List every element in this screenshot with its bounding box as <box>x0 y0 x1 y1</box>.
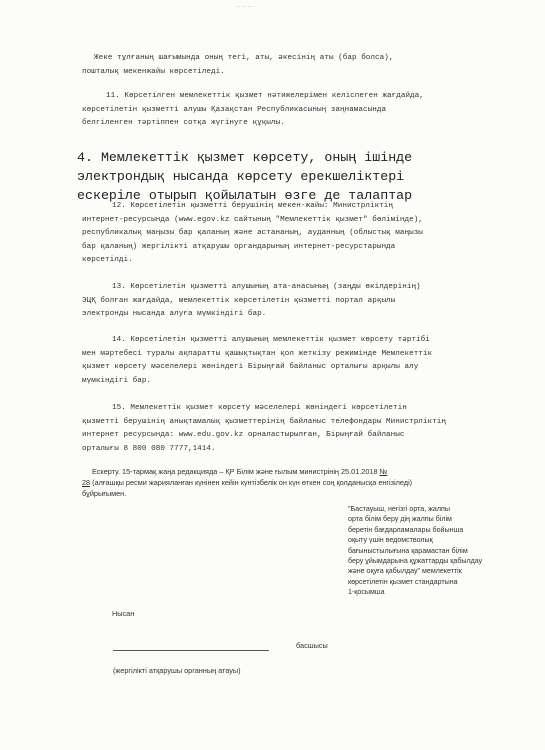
note-line <box>82 477 412 488</box>
annex-line: бағыныстылығына қарамастан білім <box>348 546 468 555</box>
text-line: мүмкіндігі бар. <box>82 376 152 385</box>
annex-line: беру ұйымдарына құжаттарды қабылдау <box>348 557 483 566</box>
head-label: басшысы <box>296 641 328 650</box>
amendment-note <box>82 466 413 500</box>
order-number-link[interactable]: № <box>379 467 388 476</box>
text-line: мен мәртебесі туралы ақпаратты қашықтықтан қол жеткізу режимінде Мемлекеттік <box>82 349 433 358</box>
form-label: Нысан <box>112 609 135 618</box>
text-line: 12. Көрсетілетін қызметті берушінің мекен-жайы: Министрліктің <box>112 202 394 210</box>
annex-caption <box>348 504 482 598</box>
paragraph-15 <box>82 402 446 456</box>
org-name-caption: (жергілікті атқарушы органның атауы) <box>113 666 241 675</box>
text-line: электронды нысанда алуға мүмкіндігі бар. <box>82 310 267 319</box>
annex-line: беретін бағдарламалары бойынша <box>348 525 464 534</box>
text-line: Жеке тұлғаның шағымында оның тегі, аты, әкесінің аты (бар болса), <box>94 54 394 62</box>
signature-line <box>113 650 269 651</box>
heading-line: ескеріле отырып қойылатын өзге де талаптар <box>77 188 413 203</box>
text-line: 14. Көрсетілетін қызметті алушының мемлекеттік қызмет көрсету тәртібі <box>112 336 430 344</box>
text-line: көрсетілетін қызметті алушы Қазақстан Республикасының заңнамасында <box>82 105 387 114</box>
note-text: (алғашқы ресми жарияланған күнінен кейін күнтізбелік он күн өткен соң қолданысқа енгізіледі) <box>90 478 413 488</box>
annex-line: және оқуға қабылдау" мемлекеттік <box>348 567 462 576</box>
text-line: ЭЦҚ болған жағдайда, мемлекеттік көрсетілетін қызметті портал арқылы <box>82 296 396 305</box>
annex-line: орта білім беру дің жалпы білім <box>348 515 452 524</box>
text-line: пошталық мекенжайы көрсетіледі. <box>82 67 225 76</box>
text-line: бар қаланың) жергілікті атқарушы органдарының интернет-ресурстарында <box>82 242 396 251</box>
text-line: интернет ресурсында: www.edu.gov.kz орналастырылған, Бірыңғай байланыс <box>82 431 405 440</box>
text-line: белгіленген тәртіппен сотқа жүгінуге құқылы. <box>82 119 285 128</box>
scan-mark: ·· ·· ·· · <box>236 4 255 10</box>
note-line <box>92 466 412 477</box>
heading-line: 4. Мемлекеттік қызмет көрсету, оның ішінде <box>77 150 413 165</box>
annex-line: "Бастауыш, негізгі орта, жалпы <box>348 505 450 513</box>
paragraph-12 <box>82 200 423 268</box>
note-line: бұйрығымен. <box>82 489 127 499</box>
text-line: республикалық маңызы бар қаланың және астананың, ауданның (облыстық маңызы <box>82 229 423 238</box>
text-line: 11. Көрсетілген мемлекеттік қызмет нәтижелерімен келіспеген жағдайда, <box>106 92 424 100</box>
text-line: 15. Мемлекеттік қызмет көрсету мәселелері жөніндегі көрсетілетін <box>112 404 407 412</box>
order-number-link[interactable]: 28 <box>82 478 91 488</box>
text-line: интернет-ресурсында (www.egov.kz сайтының "Мемлекеттік қызмет" бөлімінде), <box>82 215 423 224</box>
paragraph-complaint-details <box>82 52 394 79</box>
text-line: орталығы 8 800 080 7777,1414. <box>82 444 216 453</box>
paragraph-11 <box>82 90 424 131</box>
text-line: көрсетілді. <box>82 256 133 265</box>
paragraph-13 <box>82 281 421 322</box>
text-line: 13. Көрсетілетін қызметті алушының ата-анасының (заңды өкілдерінің) <box>112 283 421 291</box>
text-line: қызмет көрсету мәселелері жөніндегі Бірыңғай байланыс орталығы арқылы алу <box>82 363 419 372</box>
paragraph-14 <box>82 334 432 388</box>
annex-line: көрсетілетін қызмет стандартына <box>348 577 458 586</box>
section-heading <box>77 148 412 205</box>
annex-line: оқыту үшін ведомстволық <box>348 536 433 545</box>
text-line: қызметті берушінің анықтамалық қызметтерінің байланыс телефондары Министрліктің <box>82 417 446 426</box>
note-text: Ескерту. 15-тармақ жаңа редакцияда – ҚР Білім және ғылым министрінің 25.01.2018 <box>92 467 378 476</box>
heading-line: электрондық нысанда көрсету ерекшеліктері <box>77 169 405 184</box>
annex-line: 1-қосымша <box>348 588 385 597</box>
